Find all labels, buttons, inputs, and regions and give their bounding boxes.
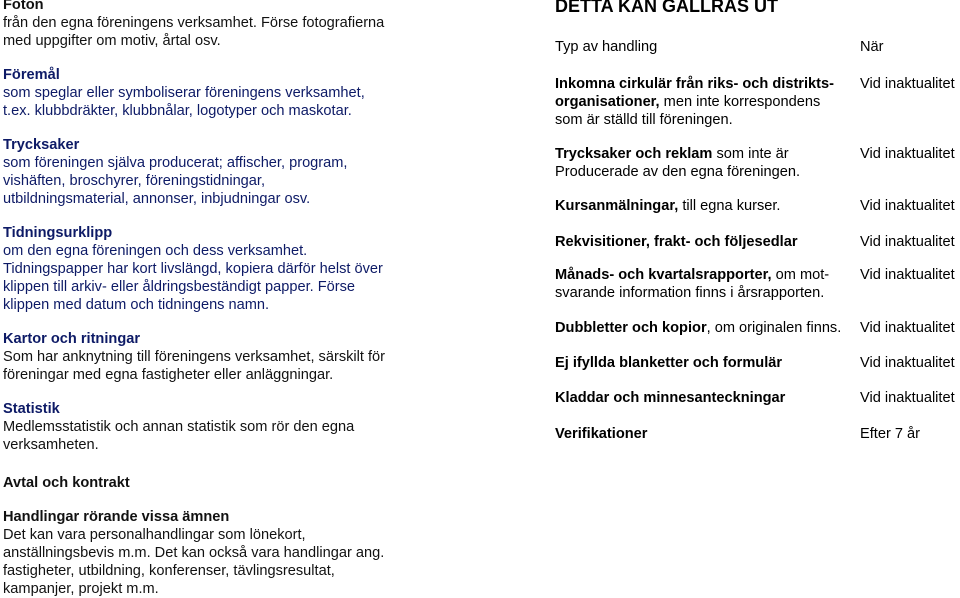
- row-type-bold: organisationer,: [555, 94, 660, 110]
- section-avtal: [3, 474, 423, 492]
- row-type-text: Producerade av den egna föreningen.: [555, 164, 801, 180]
- section-text-line: från den egna föreningens verksamhet. Förse fotografierna: [3, 15, 385, 31]
- row-when: Vid inaktualitet: [860, 198, 955, 214]
- row-type-text: om mot-: [771, 267, 830, 283]
- row-type-bold: Inkomna cirkulär från riks- och distrikts-: [555, 76, 834, 92]
- row-when: Efter 7 år: [860, 426, 921, 442]
- section-text-line: som speglar eller symboliserar föreningens verksamhet,: [3, 85, 365, 101]
- section-text-line: Tidningspapper har kort livslängd, kopiera därför helst över: [3, 261, 383, 277]
- row-type: [555, 266, 855, 302]
- column-header-when: När: [860, 39, 884, 55]
- section-text-line: föreningar med egna fastigheter eller anläggningar.: [3, 367, 334, 383]
- row-type-bold: Ej ifyllda blanketter och formulär: [555, 355, 783, 371]
- row-type-text: svarande information finns i årsrapporten.: [555, 285, 825, 301]
- row-type: [555, 197, 855, 215]
- section-text-line: klippen till arkiv- eller åldringsbeständigt papper. Förse: [3, 279, 356, 295]
- row-when: Vid inaktualitet: [860, 390, 955, 406]
- row-type: [555, 425, 855, 443]
- section-handlingar: [3, 508, 423, 598]
- row-type-bold: Kladdar och minnesanteckningar: [555, 390, 786, 406]
- section-title-kartor: Kartor och ritningar: [3, 331, 141, 347]
- row-type-bold: Rekvisitioner, frakt- och följesedlar: [555, 234, 798, 250]
- row-type: [555, 75, 855, 129]
- section-text-line: vishäften, broschyrer, föreningstidningar,: [3, 173, 266, 189]
- row-type-bold: Trycksaker och reklam: [555, 146, 713, 162]
- section-text-line: klippen med datum och tidningens namn.: [3, 297, 270, 313]
- row-type-bold: Verifikationer: [555, 426, 648, 442]
- section-statistik: [3, 400, 423, 454]
- row-when: Vid inaktualitet: [860, 234, 955, 250]
- row-when: Vid inaktualitet: [860, 146, 955, 162]
- section-text-line: fastigheter, utbildning, konferenser, tävlingsresultat,: [3, 563, 335, 579]
- section-text-line: Det kan vara personalhandlingar som lönekort,: [3, 527, 306, 543]
- gallring-heading: DETTA KAN GALLRAS UT: [555, 0, 778, 16]
- row-when: Vid inaktualitet: [860, 320, 955, 336]
- section-text-line: kampanjer, projekt m.m.: [3, 581, 159, 597]
- section-title-avtal: Avtal och kontrakt: [3, 475, 130, 491]
- section-title-handlingar: Handlingar rörande vissa ämnen: [3, 509, 230, 525]
- section-kartor: [3, 330, 423, 384]
- section-text-line: med uppgifter om motiv, årtal osv.: [3, 33, 221, 49]
- section-text-line: om den egna föreningen och dess verksamhet.: [3, 243, 308, 259]
- row-type-bold: Dubbletter och kopior: [555, 320, 707, 336]
- row-type: [555, 389, 855, 407]
- section-title-trycksaker: Trycksaker: [3, 137, 80, 153]
- section-foton: [3, 0, 423, 50]
- row-when: Vid inaktualitet: [860, 267, 955, 283]
- section-text-line: Som har anknytning till föreningens verksamhet, särskilt för: [3, 349, 386, 365]
- section-text-line: anställningsbevis m.m. Det kan också vara handlingar ang.: [3, 545, 385, 561]
- section-text-line: som föreningen själva producerat; affischer, program,: [3, 155, 348, 171]
- section-foremal: [3, 66, 423, 120]
- row-type: [555, 145, 855, 181]
- section-text-line: utbildningsmaterial, annonser, inbjudningar osv.: [3, 191, 311, 207]
- row-type-text: till egna kurser.: [678, 198, 781, 214]
- row-when: Vid inaktualitet: [860, 76, 955, 92]
- left-column: [3, 0, 423, 598]
- section-text-line: t.ex. klubbdräkter, klubbnålar, logotyper och maskotar.: [3, 103, 352, 119]
- section-title-foremal: Föremål: [3, 67, 60, 83]
- row-type-text: som inte är: [712, 146, 789, 162]
- row-type: [555, 319, 855, 337]
- row-type-text: , om originalen finns.: [706, 320, 842, 336]
- row-type-text: som är ställd till föreningen.: [555, 112, 733, 128]
- section-trycksaker: [3, 136, 423, 208]
- column-header-type: Typ av handling: [555, 39, 658, 55]
- table-header: [555, 39, 960, 57]
- section-text-line: verksamheten.: [3, 437, 99, 453]
- row-type: [555, 354, 855, 372]
- section-title-foton: Foton: [3, 0, 44, 13]
- section-text-line: Medlemsstatistik och annan statistik som rör den egna: [3, 419, 355, 435]
- row-when: Vid inaktualitet: [860, 355, 955, 371]
- section-tidningsurklipp: [3, 224, 423, 314]
- row-type: [555, 233, 855, 251]
- row-type-bold: Månads- och kvartalsrapporter,: [555, 267, 772, 283]
- row-type-text: men inte korrespondens: [659, 94, 821, 110]
- row-type-bold: Kursanmälningar,: [555, 198, 679, 214]
- section-title-statistik: Statistik: [3, 401, 60, 417]
- section-title-tidningsurklipp: Tidningsurklipp: [3, 225, 113, 241]
